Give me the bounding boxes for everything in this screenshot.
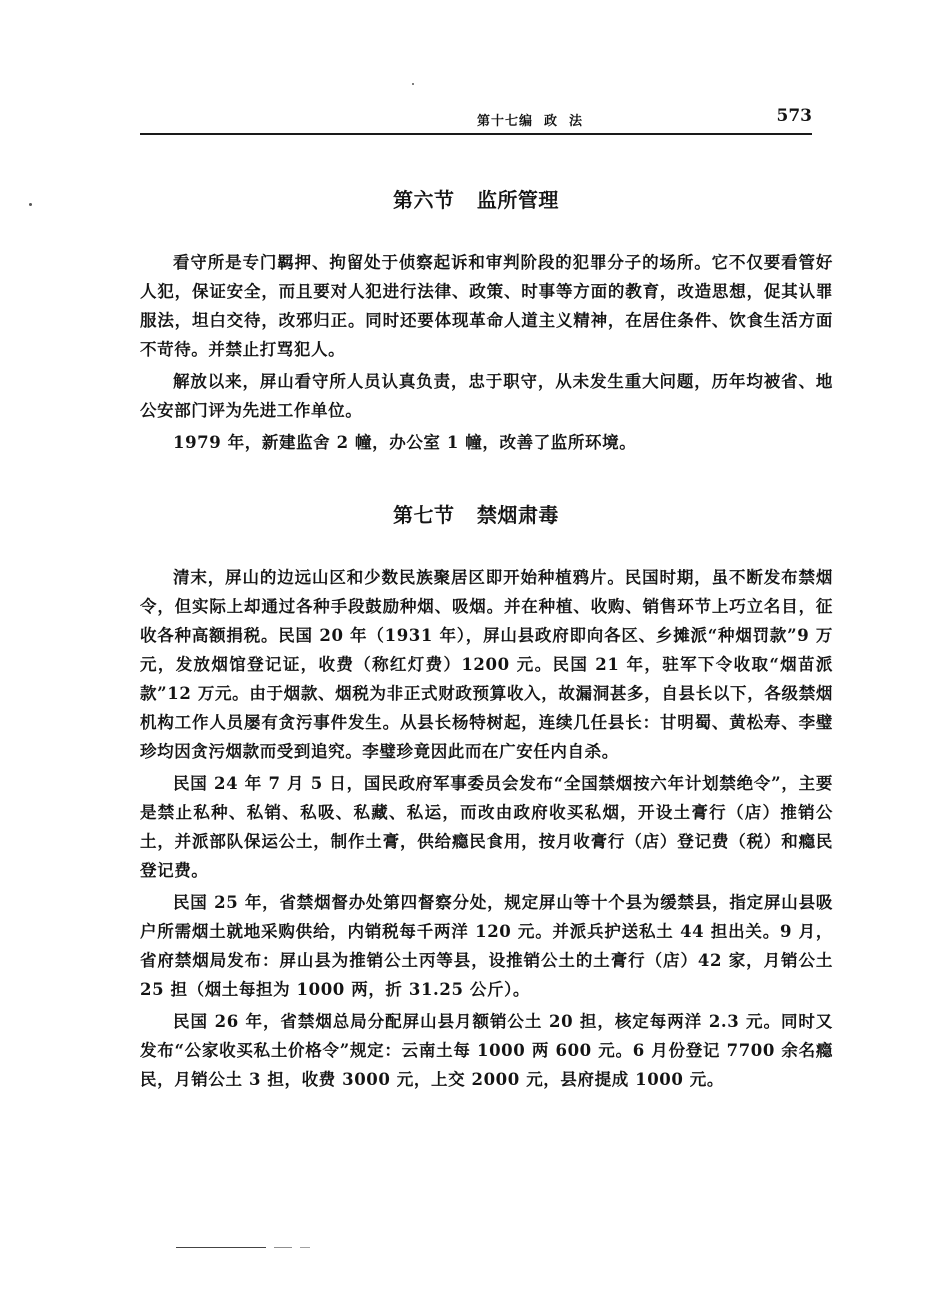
running-head-section: 第十七编 政 法 [476,114,584,129]
section-body-jiansuo [140,248,833,460]
paragraph: 民国 26 年，省禁烟总局分配屏山县月额销公土 20 担，核定每两洋 2.3 元。同时又发布“公家收买私土价格令”规定：云南土每 1000 两 600 元。6 月份登记 7700 余名瘾民，月销公土 3 担，收费 3000 元，上交 2000 元，县府提成 1000 元。 [140,1012,833,1089]
paragraph: 看守所是专门羁押、拘留处于侦察起诉和审判阶段的犯罪分子的场所。它不仅要看管好人犯，保证安全，而且要对人犯进行法律、政策、时事等方面的教育，改造思想，促其认罪服法，坦白交待，改邪归正。同时还要体现革命人道主义精神，在居住条件、饮食生活方面不苛待。并禁止打骂犯人。 [140,253,833,359]
section-title-jiansuo: 第六节 监所管理 [393,188,559,212]
section-body-jinyan [140,563,833,1097]
paragraph: 民国 24 年 7 月 5 日，国民政府军事委员会发布“全国禁烟按六年计划禁绝令”，主要是禁止私种、私销、私吸、私藏、私运，而改由政府收买私烟，开设土膏行（店）推销公土，并派部队保运公土，制作土膏，供给瘾民食用，按月收膏行（店）登记费（税）和瘾民登记费。 [140,774,833,880]
scan-mark [300,1247,310,1248]
scan-speck [412,83,414,85]
paragraph: 解放以来，屏山看守所人员认真负责，忠于职守，从未发生重大问题，历年均被省、地公安部门评为先进工作单位。 [140,372,833,420]
page-number: 573 [776,106,812,126]
running-head [140,104,812,132]
header-rule [140,133,812,135]
scan-mark [176,1247,266,1248]
paragraph: 1979 年，新建监舍 2 幢，办公室 1 幢，改善了监所环境。 [173,433,637,452]
paragraph: 清末，屏山的边远山区和少数民族聚居区即开始种植鸦片。民国时期，虽不断发布禁烟令，但实际上却通过各种手段鼓励种烟、吸烟。并在种植、收购、销售环节上巧立名目，征收各种高额捐税。民国 20 年（1931 年），屏山县政府即向各区、乡摊派“种烟罚款”9 万元，发放烟馆登记证，收费（称红灯费）1200 元。民国 21 年，驻军下令收取“烟苗派款”12 万元。由于烟款、烟税为非正式财政预算收入，故漏洞甚多，自县长以下，各级禁烟机构工作人员屡有贪污事件发生。从县长杨特树起，连续几任县长：甘明蜀、黄松寿、李璧珍均因贪污烟款而受到追究。李璧珍竟因此而在广安任内自杀。 [140,568,833,761]
paragraph: 民国 25 年，省禁烟督办处第四督察分处，规定屏山等十个县为缓禁县，指定屏山县吸户所需烟土就地采购供给，内销税每千两洋 120 元。并派兵护送私土 44 担出关。9 月，省府禁烟局发布：屏山县为推销公土丙等县，设推销公土的土膏行（店）42 家，月销公土 25 担（烟土每担为 1000 两，折 31.25 公斤）。 [140,893,833,999]
scan-mark [274,1247,292,1248]
section-title-jinyan: 第七节 禁烟肃毒 [393,503,559,527]
scan-speck [29,203,32,206]
